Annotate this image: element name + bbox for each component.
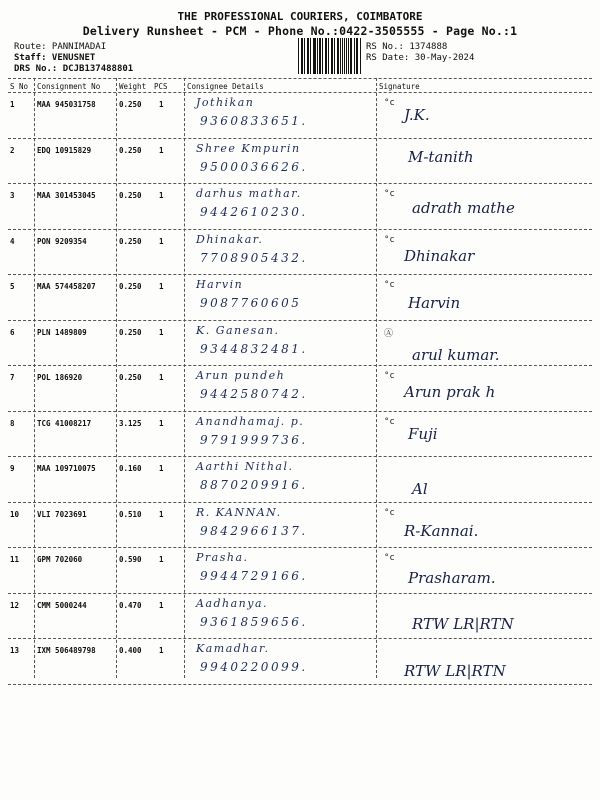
row-consignment: TCG 41008217 [37, 418, 92, 428]
row-consignment: EDQ 10915829 [37, 145, 92, 155]
row-pcs: 1 [159, 282, 164, 291]
row-pcs: 1 [159, 191, 164, 200]
signature: RTW LR|RTN [412, 614, 514, 633]
header-signature: Signature [379, 82, 420, 91]
row-weight: 0.250 [119, 191, 142, 200]
row-sno: 1 [10, 100, 15, 109]
row-sno: 9 [10, 464, 15, 473]
consignee-phone: 8870209916. [200, 478, 308, 492]
runsheet-title: Delivery Runsheet - PCM - Phone No.:0422-3505555 - Page No.:1 [82, 24, 518, 38]
row-sno: 12 [10, 600, 20, 610]
row-pcs: 1 [159, 236, 164, 246]
delivery-mark: °c [384, 553, 395, 563]
barcode-bar [351, 38, 352, 74]
row-weight: 0.250 [119, 145, 142, 155]
row-consignment: MAA 109710075 [37, 464, 96, 473]
row-consignment: MAA 301453045 [37, 191, 96, 200]
delivery-mark: °c [384, 507, 395, 518]
table-top-border [8, 78, 592, 79]
row-sno: 7 [10, 373, 15, 382]
row-sno: 6 [10, 327, 15, 337]
row-divider [8, 547, 592, 548]
consignee-name: Aadhanya. [196, 596, 269, 610]
rs-number: RS No.: 1374888 [366, 42, 448, 52]
row-sno: 5 [10, 282, 15, 291]
row-sno: 11 [10, 555, 20, 564]
row-pcs: 1 [159, 100, 164, 109]
row-weight: 0.250 [119, 282, 142, 291]
row-divider [8, 274, 592, 275]
header-weight: Weight [119, 82, 147, 91]
consignee-phone: 9940220099. [200, 660, 308, 674]
signature: R-Kannai. [404, 521, 479, 540]
consignee-phone: 9442610230. [200, 205, 308, 219]
row-sno: 2 [10, 145, 15, 155]
consignee-phone: 9842966137. [200, 523, 308, 538]
row-divider [8, 320, 592, 321]
consignee-name: R. KANNAN. [196, 505, 282, 519]
row-divider [8, 638, 592, 639]
row-sno: 13 [10, 646, 20, 655]
consignee-phone: 9500036626. [200, 159, 308, 174]
row-divider [8, 684, 592, 685]
row-consignment: IXM 506489798 [37, 646, 96, 655]
barcode-bar [357, 38, 358, 74]
row-consignment: MAA 945031758 [37, 100, 96, 109]
barcode-bar [360, 38, 361, 74]
row-sno: 4 [10, 236, 15, 246]
row-divider [8, 502, 592, 503]
barcode-bar [308, 38, 309, 74]
row-pcs: 1 [159, 555, 164, 564]
barcode-bar [334, 38, 335, 74]
row-weight: 0.400 [119, 646, 142, 655]
row-divider [8, 456, 592, 457]
row-consignment: GPM 702060 [37, 555, 83, 564]
row-sno: 8 [10, 418, 15, 428]
row-pcs: 1 [159, 646, 164, 655]
barcode-bar [342, 38, 343, 74]
row-weight: 0.250 [119, 236, 142, 246]
barcode-bar [298, 38, 299, 74]
consignee-phone: 7708905432. [200, 250, 308, 265]
consignee-name: darhus mathar. [196, 187, 302, 200]
consignee-name: Arun pundeh [196, 369, 286, 382]
column-divider [116, 78, 117, 678]
barcode-bar [326, 38, 327, 74]
consignee-phone: 9791999736. [200, 432, 308, 447]
signature: Fuji [408, 424, 438, 443]
delivery-mark: °c [384, 189, 395, 199]
row-weight: 0.250 [119, 100, 142, 109]
delivery-mark: °c [384, 280, 395, 290]
delivery-mark: °c [384, 98, 395, 108]
consignee-name: K. Ganesan. [196, 323, 280, 337]
consignee-name: Kamadhar. [196, 642, 270, 655]
row-weight: 0.510 [119, 509, 142, 519]
barcode-bar [328, 38, 329, 74]
row-weight: 0.160 [119, 464, 142, 473]
delivery-mark: °c [384, 416, 395, 427]
consignee-name: Aarthi Nithal. [196, 460, 294, 473]
header-pcs: PCS [154, 82, 168, 91]
header-consignee: Consignee Details [187, 82, 264, 91]
row-consignment: CMM 5000244 [37, 600, 87, 610]
barcode [298, 38, 362, 74]
row-sno: 10 [10, 509, 20, 519]
row-weight: 0.590 [119, 555, 142, 564]
barcode-bar [320, 38, 321, 74]
row-weight: 0.250 [119, 327, 142, 337]
signature: Al [412, 480, 428, 498]
row-divider [8, 183, 592, 184]
row-divider [8, 593, 592, 594]
consignee-phone: 9344832481. [200, 341, 308, 356]
row-pcs: 1 [159, 373, 164, 382]
header-sno: S No [10, 82, 29, 91]
drs-number: DRS No.: DCJB137488801 [14, 64, 134, 74]
signature: adrath mathe [412, 199, 515, 217]
row-pcs: 1 [159, 464, 164, 473]
header-bottom-border [8, 92, 592, 93]
barcode-bar [348, 38, 349, 74]
route-label: Route: PANNIMADAI [14, 42, 107, 52]
row-weight: 3.125 [119, 418, 142, 428]
row-consignment: PON 9209354 [37, 236, 87, 246]
header-consignment: Consignment No [37, 82, 101, 91]
signature: Arun prak h [404, 383, 496, 401]
row-pcs: 1 [159, 145, 164, 155]
delivery-mark: Ⓐ [384, 328, 394, 339]
consignee-phone: 9944729166. [200, 569, 308, 583]
consignee-name: Jothikan [196, 96, 255, 109]
barcode-bar [314, 38, 315, 74]
row-pcs: 1 [159, 509, 164, 519]
signature: RTW LR|RTN [404, 662, 506, 680]
consignee-phone: 9087760605 [200, 296, 302, 310]
consignee-name: Harvin [196, 278, 244, 291]
row-weight: 0.470 [119, 600, 142, 610]
row-pcs: 1 [159, 600, 164, 610]
delivery-mark: °c [384, 234, 395, 245]
signature: M-tanith [408, 147, 474, 166]
row-divider [8, 365, 592, 366]
consignee-name: Shree Kmpurin [196, 141, 301, 155]
consignee-phone: 9361859656. [200, 614, 308, 629]
row-divider [8, 138, 592, 139]
barcode-bar [304, 38, 305, 74]
row-divider [8, 411, 592, 412]
consignee-phone: 9442580742. [200, 387, 308, 401]
rs-date: RS Date: 30-May-2024 [366, 53, 475, 63]
company-title: THE PROFESSIONAL COURIERS, COIMBATORE [177, 10, 423, 23]
signature: J.K. [404, 106, 430, 124]
row-divider [8, 229, 592, 230]
signature: Harvin [408, 294, 461, 312]
row-consignment: VLI 7023691 [37, 509, 87, 519]
row-sno: 3 [10, 191, 15, 200]
row-pcs: 1 [159, 418, 164, 428]
consignee-phone: 9360833651. [200, 114, 308, 128]
signature: arul kumar. [412, 345, 500, 364]
column-divider [376, 78, 377, 678]
barcode-bar [338, 38, 339, 74]
row-consignment: POL 186920 [37, 373, 83, 382]
row-consignment: PLN 1489809 [37, 327, 87, 337]
column-divider [34, 78, 35, 678]
signature: Dhinakar [404, 246, 475, 265]
consignee-name: Prasha. [196, 551, 249, 564]
row-weight: 0.250 [119, 373, 142, 382]
row-pcs: 1 [159, 327, 164, 337]
consignee-name: Dhinakar. [196, 232, 264, 246]
staff-label: Staff: VENUSNET [14, 53, 96, 63]
barcode-bar [310, 38, 311, 74]
delivery-mark: °c [384, 371, 395, 381]
row-consignment: MAA 574458207 [37, 282, 96, 291]
column-divider [184, 78, 185, 678]
signature: Prasharam. [408, 569, 496, 587]
consignee-name: Anandhamaj. p. [196, 414, 305, 428]
